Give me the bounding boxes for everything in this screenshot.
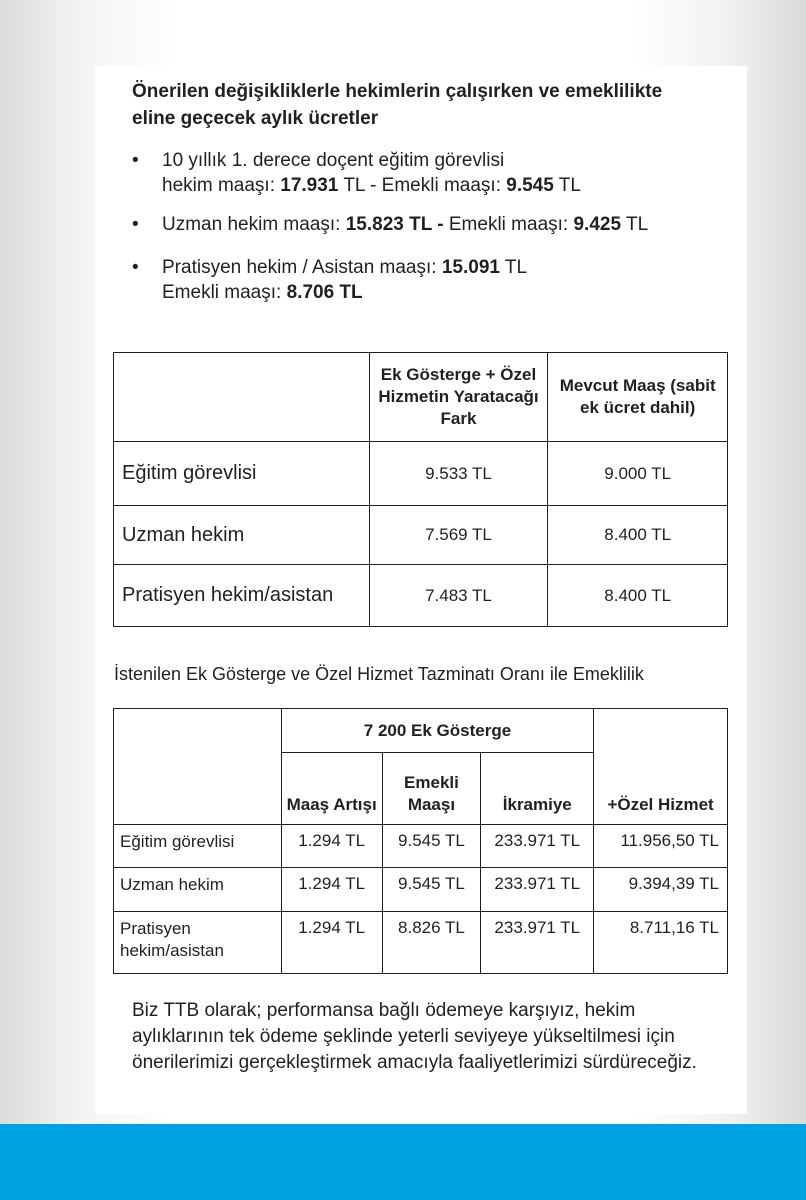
table-row (114, 868, 728, 912)
bullet-text: TL (499, 257, 528, 278)
bullet-value: 9.545 (506, 175, 554, 196)
cell-value: 233.971 TL (481, 868, 594, 912)
bullet-uzman (120, 212, 740, 237)
cell-value: 9.533 TL (369, 442, 548, 506)
page-heading: Önerilen değişikliklerle hekimlerin çalışırken ve emeklilikte eline geçecek aylık ücretler (132, 81, 663, 129)
bullet-value: 17.931 (280, 175, 339, 196)
table-row (114, 912, 728, 974)
bullet-text: hekim maaşı: (162, 175, 281, 196)
row-label: Uzman hekim (114, 506, 370, 565)
cell-value: 11.956,50 TL (594, 825, 728, 868)
cell-value: 1.294 TL (281, 912, 382, 974)
bullet-value: 8.706 TL (286, 282, 363, 303)
salary-bullet-list (120, 148, 740, 319)
cell-value: 9.545 TL (382, 825, 481, 868)
bullet-text: Emekli maaşı: (443, 214, 574, 235)
bullet-pratisyen (120, 255, 740, 305)
cell-value: 233.971 TL (481, 825, 594, 868)
row-label: Pratisyen hekim/asistan (114, 912, 282, 974)
column-header (114, 353, 370, 442)
cell-value: 8.826 TL (382, 912, 481, 974)
bullet-text: 10 yıllık 1. derece doçent eğitim görevlisi (162, 150, 505, 171)
row-label: Pratisyen hekim/asistan (114, 565, 370, 627)
cell-value: 9.000 TL (548, 442, 728, 506)
bullet-text: Uzman hekim maaşı: (162, 214, 346, 235)
cell-value: 8.711,16 TL (594, 912, 728, 974)
row-label: Eğitim görevlisi (114, 825, 282, 868)
column-header: +Özel Hizmet (594, 709, 728, 825)
bullet-text: Pratisyen hekim / Asistan maaşı: (162, 257, 442, 278)
table-row (114, 825, 728, 868)
column-header: Ek Gösterge + Özel Hizmetin Yaratacağı Fark (369, 353, 548, 442)
table-row (114, 565, 728, 627)
retirement-table (113, 708, 728, 974)
column-header: Mevcut Maaş (sabit ek ücret dahil) (548, 353, 728, 442)
group-header: 7 200 Ek Gösterge (281, 709, 593, 753)
row-label: Eğitim görevlisi (114, 442, 370, 506)
cell-value: 1.294 TL (281, 868, 382, 912)
column-header: Emekli Maaşı (382, 753, 481, 825)
table-header-row (114, 353, 728, 442)
bullet-text: Emekli maaşı: (162, 282, 287, 303)
bullet-value: 15.823 TL - (345, 214, 444, 235)
cell-value: 9.545 TL (382, 868, 481, 912)
cell-value: 7.569 TL (369, 506, 548, 565)
bullet-value: 15.091 (441, 257, 500, 278)
column-header: Maaş Artışı (281, 753, 382, 825)
table-caption: İstenilen Ek Gösterge ve Özel Hizmet Tazminatı Oranı ile Emeklilik (114, 664, 644, 684)
bullet-value: 9.425 (573, 214, 622, 235)
row-label: Uzman hekim (114, 868, 282, 912)
cell-value: 8.400 TL (548, 565, 728, 627)
bullet-text: TL (553, 175, 581, 196)
bullet-text: TL - Emekli maaşı: (338, 175, 507, 196)
accent-band (0, 1124, 806, 1200)
column-header: İkramiye (481, 753, 594, 825)
cell-value: 8.400 TL (548, 506, 728, 565)
cell-value: 233.971 TL (481, 912, 594, 974)
table-header-row (114, 709, 728, 753)
cell-value: 7.483 TL (369, 565, 548, 627)
cell-value: 9.394,39 TL (594, 868, 728, 912)
salary-difference-table (113, 352, 728, 627)
cell-value: 1.294 TL (281, 825, 382, 868)
empty-header-cell (114, 709, 282, 825)
closing-statement: Biz TTB olarak; performansa bağlı ödemeye karşıyız, hekim aylıklarının tek ödeme şeklinde yeterli seviyeye yükseltilmesi için önerilerimizi gerçekleştirmek amacıyla faaliyetlerimizi sürdüreceğiz. (132, 1000, 697, 1073)
bullet-text: TL (621, 214, 649, 235)
bullet-docent (120, 148, 740, 198)
table-row (114, 442, 728, 506)
table-row (114, 506, 728, 565)
